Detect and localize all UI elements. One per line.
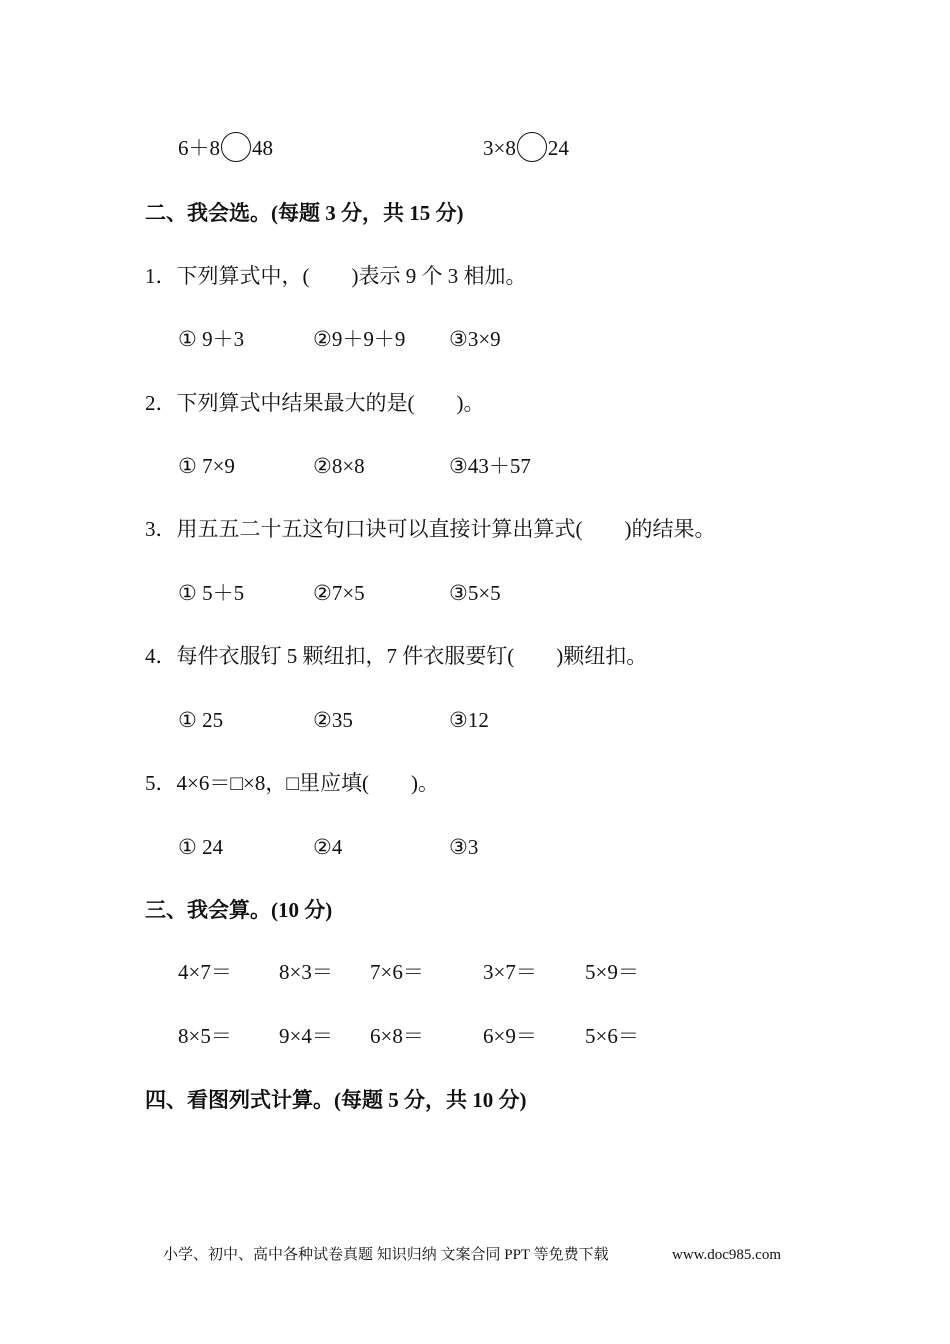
q3-option-1[interactable]: ① 5＋5 xyxy=(178,581,245,605)
question-2: 2．下列算式中结果最大的是( )。 xyxy=(145,391,485,415)
question-4: 4．每件衣服钉 5 颗纽扣，7 件衣服要钉( )颗纽扣。 xyxy=(145,644,648,668)
footer-text: 小学、初中、高中各种试卷真题 知识归纳 文案合同 PPT 等免费下载 xyxy=(163,1247,609,1263)
q3-option-3[interactable]: ③5×5 xyxy=(449,581,501,605)
compare-circle-blank[interactable] xyxy=(221,132,251,162)
q4-option-3[interactable]: ③12 xyxy=(449,708,489,732)
compare-circle-blank[interactable] xyxy=(517,132,547,162)
calc-item: 6×8＝ xyxy=(370,1024,424,1048)
calc-item: 8×5＝ xyxy=(178,1024,232,1048)
q2-option-1[interactable]: ① 7×9 xyxy=(178,454,235,478)
question-3: 3．用五五二十五这句口诀可以直接计算出算式( )的结果。 xyxy=(145,517,716,541)
q5-option-2[interactable]: ②4 xyxy=(313,835,343,859)
compare-left-value: 48 xyxy=(252,136,273,160)
calc-item: 9×4＝ xyxy=(279,1024,333,1048)
q1-option-3[interactable]: ③3×9 xyxy=(449,327,501,351)
calc-item: 5×6＝ xyxy=(585,1024,639,1048)
question-1: 1．下列算式中，( )表示 9 个 3 相加。 xyxy=(145,264,527,288)
q3-option-2[interactable]: ②7×5 xyxy=(313,581,365,605)
section4-title: 四、看图列式计算。(每题 5 分，共 10 分) xyxy=(145,1088,527,1112)
q2-option-2[interactable]: ②8×8 xyxy=(313,454,365,478)
calc-item: 3×7＝ xyxy=(483,960,537,984)
footer-url[interactable]: www.doc985.com xyxy=(672,1247,782,1263)
section2-title: 二、我会选。(每题 3 分，共 15 分) xyxy=(145,201,464,225)
q2-option-3[interactable]: ③43＋57 xyxy=(449,454,531,478)
compare-left-expression: 6＋8 xyxy=(178,136,220,160)
compare-item-right xyxy=(483,132,569,159)
q1-option-1[interactable]: ① 9＋3 xyxy=(178,327,245,351)
q5-option-3[interactable]: ③3 xyxy=(449,835,479,859)
compare-right-expression: 3×8 xyxy=(483,136,516,160)
question-5: 5．4×6＝□×8，□里应填( )。 xyxy=(145,771,440,795)
q4-option-1[interactable]: ① 25 xyxy=(178,708,224,732)
section3-title: 三、我会算。(10 分) xyxy=(145,898,333,922)
calc-item: 4×7＝ xyxy=(178,960,232,984)
q4-option-2[interactable]: ②35 xyxy=(313,708,353,732)
q1-option-2[interactable]: ②9＋9＋9 xyxy=(313,327,406,351)
compare-right-value: 24 xyxy=(547,136,569,160)
calc-item: 5×9＝ xyxy=(585,960,639,984)
q5-option-1[interactable]: ① 24 xyxy=(178,835,224,859)
compare-item-left xyxy=(178,132,273,159)
calc-item: 8×3＝ xyxy=(279,960,333,984)
calc-item: 7×6＝ xyxy=(370,960,424,984)
calc-item: 6×9＝ xyxy=(483,1024,537,1048)
